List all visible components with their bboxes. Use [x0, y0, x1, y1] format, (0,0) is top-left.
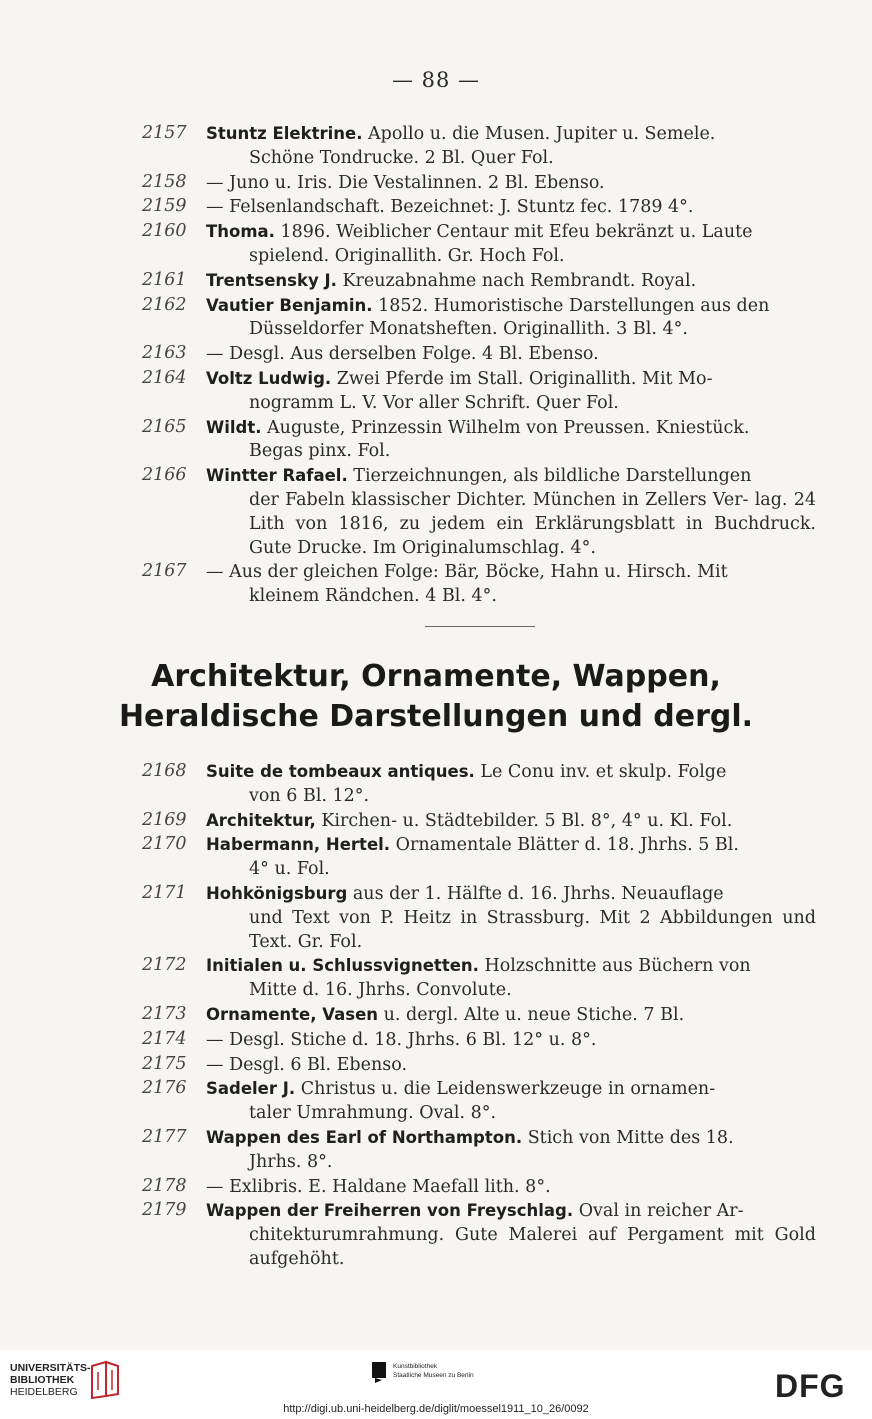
entry-body [206, 416, 816, 465]
ub-logo-icon [88, 1360, 122, 1400]
entry-text: Stich von Mitte des 18. [522, 1127, 734, 1148]
source-url[interactable]: http://digi.ub.uni-heidelberg.de/diglit/moessel1911_10_26/0092 [283, 1403, 589, 1415]
entry-body [206, 269, 816, 294]
entry-number: 2159 [142, 196, 187, 217]
entry-text: Le Conu inv. et skulp. Folge [474, 762, 727, 782]
catalog-entry [0, 416, 872, 465]
entry-continuation: Mitte d. 16. Jhrhs. Convolute. [249, 980, 512, 1001]
entry-text: Oval in reicher Ar- [573, 1201, 744, 1222]
entry-name: Sadeler J. [206, 1079, 296, 1099]
entry-body [206, 342, 816, 367]
page-number: — 88 — [391, 68, 481, 92]
catalog-entry [0, 1175, 872, 1200]
section-heading [0, 657, 872, 737]
entry-number: 2177 [142, 1126, 187, 1147]
catalog-entry [0, 833, 872, 882]
entry-number: 2173 [142, 1003, 187, 1024]
entry-body [206, 882, 816, 954]
entry-text: — Desgl. Stiche d. 18. Jhrhs. 6 Bl. 12° u. 8°. [206, 1029, 597, 1050]
ub-line-3: HEIDELBERG [10, 1386, 78, 1398]
entry-number: 2162 [142, 294, 187, 315]
entry-text: — Aus der gleichen Folge: Bär, Böcke, Hahn u. Hirsch. Mit [206, 562, 728, 583]
entry-text: Christus u. die Leidenswerkzeuge in ornamen- [295, 1079, 716, 1100]
entry-number: 2178 [142, 1175, 187, 1196]
entry-body [206, 1175, 816, 1200]
entry-name: Stuntz Elektrine. [206, 124, 363, 143]
catalog-entry [0, 882, 872, 954]
entry-body [206, 220, 816, 269]
entry-continuation: 4° u. Fol. [249, 859, 330, 880]
entry-body [206, 1028, 816, 1053]
entry-number: 2166 [142, 465, 187, 486]
catalog-entry [0, 342, 872, 367]
entry-text: 1896. Weiblicher Centaur mit Efeu bekränzt u. Laute [274, 222, 753, 243]
ub-line-2: BIBLIOTHEK [10, 1374, 75, 1386]
entry-text: Kreuzabnahme nach Rembrandt. Royal. [336, 270, 697, 291]
entry-continuation: und Text von P. Heitz in Strassburg. Mit 2 Abbildungen und Text. Gr. Fol. [249, 907, 816, 952]
catalog-entry [0, 1077, 872, 1126]
entry-name: Vautier Benjamin. [206, 295, 373, 315]
heading-line-1: Architektur, Ornamente, Wappen, [151, 659, 721, 694]
entry-number: 2160 [142, 221, 187, 242]
entry-body [206, 560, 816, 609]
entry-name: Hohkönigsburg [206, 883, 348, 903]
entry-number: 2175 [142, 1053, 187, 1074]
entry-number: 2163 [142, 343, 187, 364]
entry-text: Ornamentale Blätter d. 18. Jhrhs. 5 Bl. [390, 835, 739, 856]
catalog-entry [0, 760, 872, 809]
entry-number: 2179 [142, 1200, 187, 1221]
heading-line-2: Heraldische Darstellungen und dergl. [118, 699, 754, 734]
entry-body [206, 1003, 816, 1028]
entry-body [206, 1077, 816, 1126]
catalog-entry [0, 464, 872, 560]
section-divider [425, 626, 535, 627]
entry-name: Initialen u. Schlussvignetten. [206, 956, 479, 976]
entry-name: Thoma. [206, 222, 275, 242]
entry-text: Apollo u. die Musen. Jupiter u. Semele. [362, 124, 716, 144]
entry-continuation: Begas pinx. Fol. [249, 441, 391, 462]
entry-continuation: taler Umrahmung. Oval. 8°. [249, 1103, 497, 1124]
entry-continuation: von 6 Bl. 12°. [249, 785, 370, 806]
entry-name: Voltz Ludwig. [206, 368, 332, 388]
entry-body [206, 1126, 816, 1175]
entry-number: 2171 [142, 882, 187, 903]
dfg-logo[interactable]: DFG [775, 1368, 846, 1404]
entry-number: 2157 [142, 123, 187, 143]
entry-name: Ornamente, Vasen [206, 1004, 379, 1024]
entry-text: — Juno u. Iris. Die Vestalinnen. 2 Bl. Ebenso. [206, 172, 605, 193]
entry-continuation: Schöne Tondrucke. 2 Bl. Quer Fol. [249, 147, 554, 168]
catalog-entry [0, 1003, 872, 1028]
entry-text: Holzschnitte aus Büchern von [478, 956, 751, 977]
entry-text: — Desgl. 6 Bl. Ebenso. [206, 1054, 408, 1075]
entry-body [206, 294, 816, 343]
entry-name: Wappen des Earl of Northampton. [206, 1127, 523, 1147]
entry-name: Habermann, Hertel. [206, 835, 391, 855]
entry-text: — Desgl. Aus derselben Folge. 4 Bl. Ebenso. [206, 344, 599, 365]
entry-name: Trentsensky J. [206, 270, 337, 290]
entry-continuation: nogramm L. V. Vor aller Schrift. Quer Fol. [249, 392, 619, 413]
entry-name: Wintter Rafael. [206, 466, 348, 486]
entry-continuation: Düsseldorfer Monatsheften. Originallith. 3 Bl. 4°. [249, 319, 688, 340]
entry-number: 2161 [142, 269, 187, 290]
kb-line-1: Kunstbibliothek [393, 1363, 438, 1370]
catalog-entry [0, 1126, 872, 1175]
entry-number: 2164 [142, 367, 187, 388]
entry-name: Wappen der Freiherren von Freyschlag. [206, 1201, 574, 1221]
catalog-entry [0, 171, 872, 196]
entry-body [206, 809, 816, 834]
catalog-entry [0, 1028, 872, 1053]
entry-number: 2176 [142, 1078, 187, 1099]
entry-number: 2168 [142, 761, 187, 781]
entries-bottom [0, 760, 872, 1272]
footer-bar [0, 1350, 872, 1419]
catalog-entry [0, 195, 872, 220]
entry-body [206, 1199, 816, 1271]
entry-text: u. dergl. Alte u. neue Stiche. 7 Bl. [378, 1004, 685, 1025]
entry-continuation: kleinem Rändchen. 4 Bl. 4°. [249, 586, 497, 607]
entry-text: Auguste, Prinzessin Wilhelm von Preussen. Kniestück. [261, 417, 750, 438]
catalog-entry [0, 269, 872, 294]
entries-top [0, 122, 872, 609]
catalog-entry [0, 367, 872, 416]
entry-name: Wildt. [206, 417, 262, 437]
entry-body [206, 1053, 816, 1078]
entry-body [206, 122, 816, 171]
catalog-entry [0, 220, 872, 269]
entry-body [206, 760, 816, 809]
entry-text: Kirchen- u. Städtebilder. 5 Bl. 8°, 4° u. Kl. Fol. [315, 810, 733, 831]
entry-text: — Exlibris. E. Haldane Maefall lith. 8°. [206, 1176, 551, 1197]
entry-number: 2174 [142, 1028, 187, 1049]
kunstbibliothek-logo[interactable] [393, 1362, 474, 1380]
entry-continuation: der Fabeln klassischer Dichter. München in Zellers Ver- lag. 24 Lith von 1816, zu jedem ein Erklärungsblatt in Buchdruck. Gute Drucke. Im Originalumschlag. 4°. [249, 489, 816, 558]
catalog-entry [0, 954, 872, 1003]
entry-continuation: Jhrhs. 8°. [249, 1151, 333, 1172]
kb-line-2: Staatliche Museen zu Berlin [393, 1372, 474, 1379]
catalog-entry [0, 1053, 872, 1078]
entry-text: Tierzeichnungen, als bildliche Darstellungen [347, 466, 752, 487]
entry-text: aus der 1. Hälfte d. 16. Jhrhs. Neuauflage [347, 883, 724, 904]
entry-number: 2169 [142, 809, 187, 830]
entry-text: — Felsenlandschaft. Bezeichnet: J. Stuntz fec. 1789 4°. [206, 197, 694, 218]
ub-heidelberg-logo[interactable] [10, 1362, 91, 1398]
catalog-entry [0, 1199, 872, 1271]
entry-number: 2172 [142, 955, 187, 976]
catalog-entry [0, 122, 872, 171]
entry-body [206, 171, 816, 196]
entry-body [206, 954, 816, 1003]
entry-number: 2167 [142, 561, 187, 582]
entry-name: Architektur, [206, 810, 316, 830]
entry-body [206, 833, 816, 882]
entry-text: 1852. Humoristische Darstellungen aus den [372, 295, 770, 316]
entry-text: Zwei Pferde im Stall. Originallith. Mit Mo- [331, 368, 713, 389]
entry-body [206, 367, 816, 416]
entry-continuation: spielend. Originallith. Gr. Hoch Fol. [249, 245, 565, 266]
entry-name: Suite de tombeaux antiques. [206, 762, 475, 781]
catalog-entry [0, 809, 872, 834]
entry-number: 2170 [142, 834, 187, 855]
entry-body [206, 195, 816, 220]
entry-body [206, 464, 816, 560]
catalog-entry [0, 560, 872, 609]
entry-number: 2158 [142, 171, 187, 192]
kunstbibliothek-icon [372, 1362, 388, 1384]
catalog-entry [0, 294, 872, 343]
entry-number: 2165 [142, 416, 187, 437]
ub-line-1: UNIVERSITÄTS- [10, 1362, 91, 1374]
entry-continuation: chitekturumrahmung. Gute Malerei auf Pergament mit Gold aufgehöht. [249, 1225, 816, 1269]
